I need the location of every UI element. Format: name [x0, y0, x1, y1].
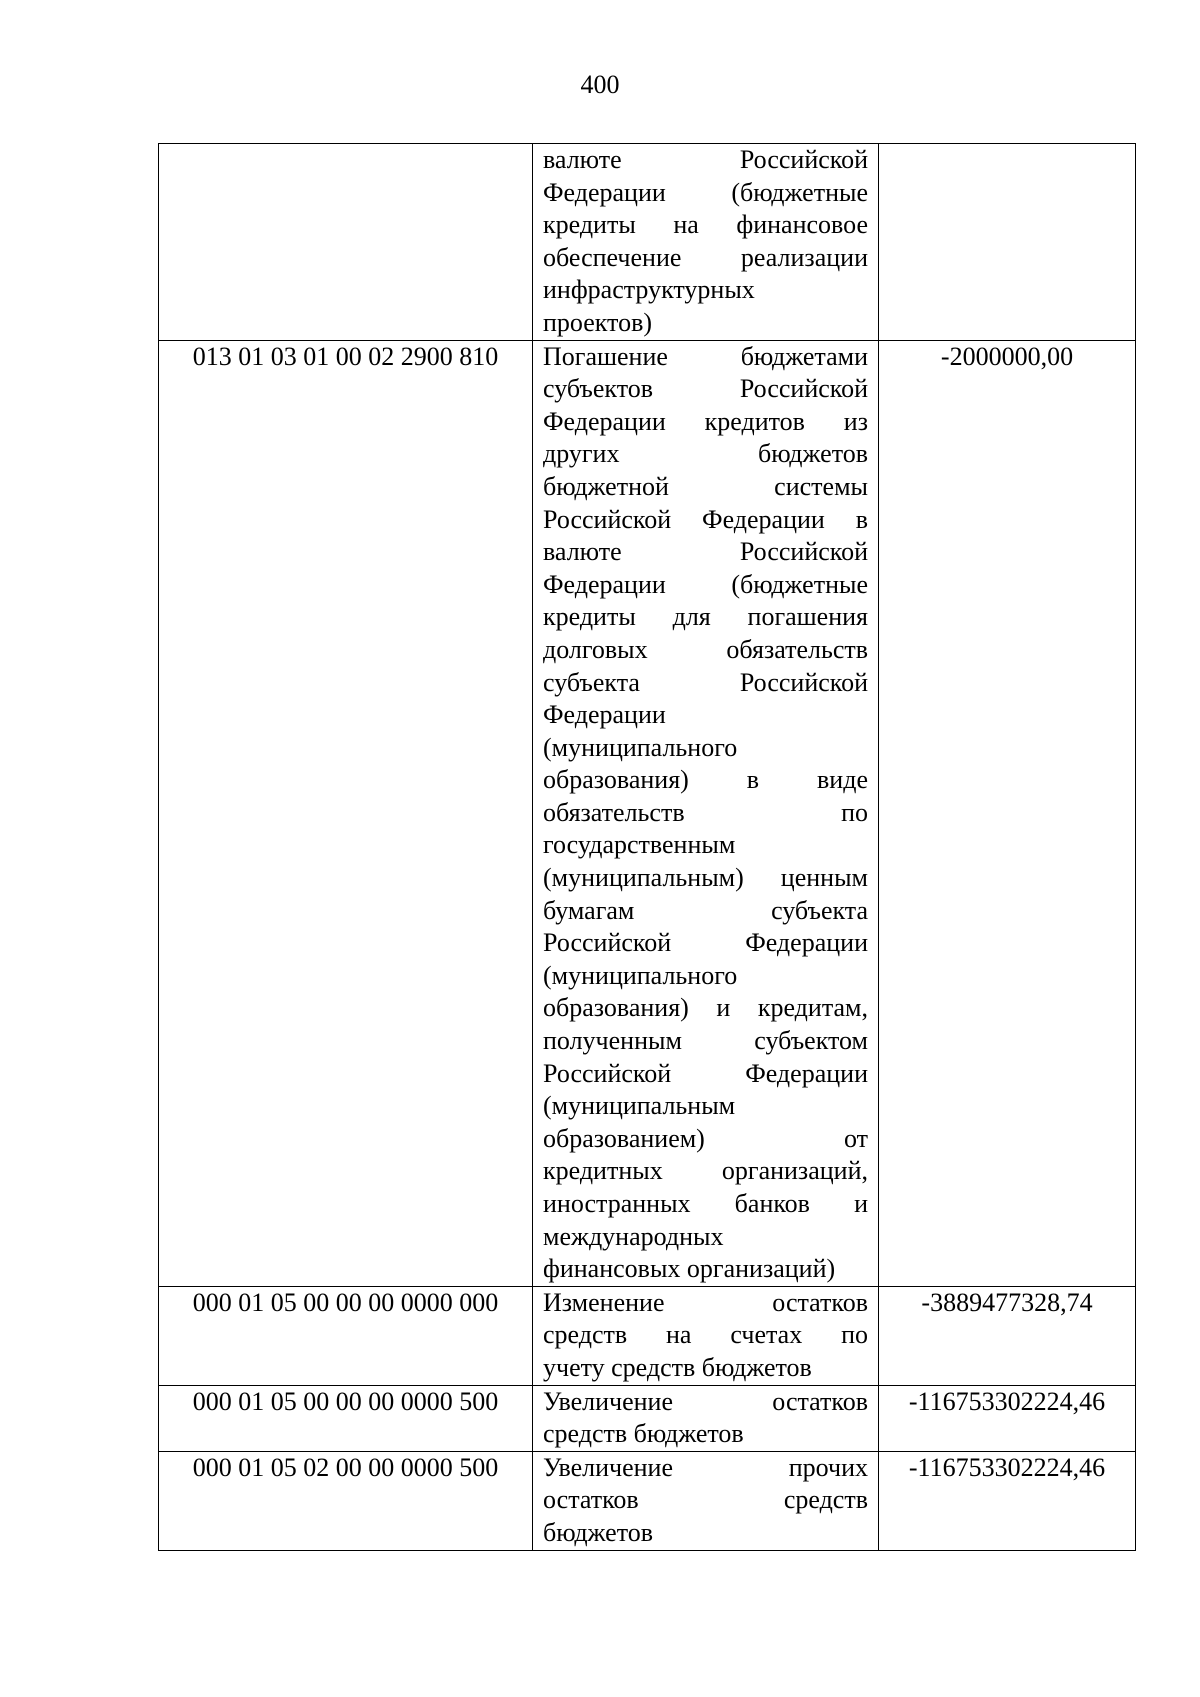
description-line: Увеличение остатков — [543, 1386, 868, 1416]
description-line: долговых обязательств — [543, 634, 868, 664]
amount-cell: -116753302224,46 — [879, 1385, 1136, 1451]
description-line: кредиты для погашения — [543, 602, 868, 632]
description-line: учету средств бюджетов — [543, 1352, 812, 1382]
page-number: 400 — [580, 70, 620, 99]
budget-code-cell — [159, 144, 533, 341]
description-line: бумагам субъекта — [543, 895, 868, 925]
description-line: государственным — [543, 830, 736, 860]
description-line: (муниципальным — [543, 1091, 736, 1121]
table-row — [159, 1286, 1136, 1385]
description-line: субъектов Российской — [543, 374, 868, 404]
description-line: Изменение остатков — [543, 1287, 868, 1317]
amount-cell: -3889477328,74 — [879, 1286, 1136, 1385]
amount-cell: -116753302224,46 — [879, 1451, 1136, 1550]
description-line: образования) и кредитам, — [543, 993, 868, 1023]
description-line: Федерации (бюджетные — [543, 177, 868, 207]
description-line: инфраструктурных — [543, 275, 755, 305]
description-line: средств бюджетов — [543, 1419, 744, 1449]
budget-code-cell: 013 01 03 01 00 02 2900 810 — [159, 340, 533, 1286]
description-line: средств на счетах по — [543, 1320, 868, 1350]
item-description-cell — [533, 1385, 879, 1451]
description-line: (муниципального — [543, 960, 738, 990]
description-line: (муниципального — [543, 732, 738, 762]
description-line: международных — [543, 1221, 724, 1251]
amount-cell — [879, 144, 1136, 341]
description-line: Погашение бюджетами — [543, 341, 868, 371]
item-description-cell — [533, 340, 879, 1286]
item-description-cell — [533, 1286, 879, 1385]
description-line: Российской Федерации — [543, 1058, 868, 1088]
description-line: валюте Российской — [543, 145, 868, 174]
table-row — [159, 144, 1136, 341]
item-description-cell — [533, 1451, 879, 1550]
description-line: других бюджетов — [543, 439, 868, 469]
description-line: остатков средств — [543, 1485, 868, 1515]
description-line: обеспечение реализации — [543, 242, 868, 272]
table-row — [159, 1451, 1136, 1550]
description-line: бюджетной системы — [543, 471, 868, 501]
budget-code-cell: 000 01 05 00 00 00 0000 000 — [159, 1286, 533, 1385]
table-row — [159, 1385, 1136, 1451]
budget-code-cell: 000 01 05 02 00 00 0000 500 — [159, 1451, 533, 1550]
description-line: Федерации (бюджетные — [543, 569, 868, 599]
description-line: полученным субъектом — [543, 1026, 868, 1056]
description-line: Российской Федерации — [543, 928, 868, 958]
table-row — [159, 340, 1136, 1286]
description-line: Федерации кредитов из — [543, 406, 868, 436]
description-line: валюте Российской — [543, 537, 868, 567]
description-line: кредиты на финансовое — [543, 210, 868, 240]
amount-cell: -2000000,00 — [879, 340, 1136, 1286]
description-line: обязательств по — [543, 797, 868, 827]
description-line: образованием) от — [543, 1123, 868, 1153]
description-line: субъекта Российской — [543, 667, 868, 697]
description-line: иностранных банков и — [543, 1189, 868, 1218]
item-description-cell — [533, 144, 879, 341]
description-line: проектов) — [543, 307, 653, 337]
description-line: бюджетов — [543, 1517, 654, 1547]
description-line: финансовых организаций) — [543, 1254, 836, 1284]
description-line: образования) в виде — [543, 765, 868, 795]
description-line: Увеличение прочих — [543, 1452, 868, 1482]
description-line: (муниципальным) ценным — [543, 863, 868, 893]
budget-code-cell: 000 01 05 00 00 00 0000 500 — [159, 1385, 533, 1451]
description-line: Федерации — [543, 700, 666, 730]
description-line: Российской Федерации в — [543, 504, 868, 534]
description-line: кредитных организаций, — [543, 1156, 868, 1186]
budget-sources-table — [158, 143, 1136, 1551]
table-body — [159, 144, 1136, 1551]
